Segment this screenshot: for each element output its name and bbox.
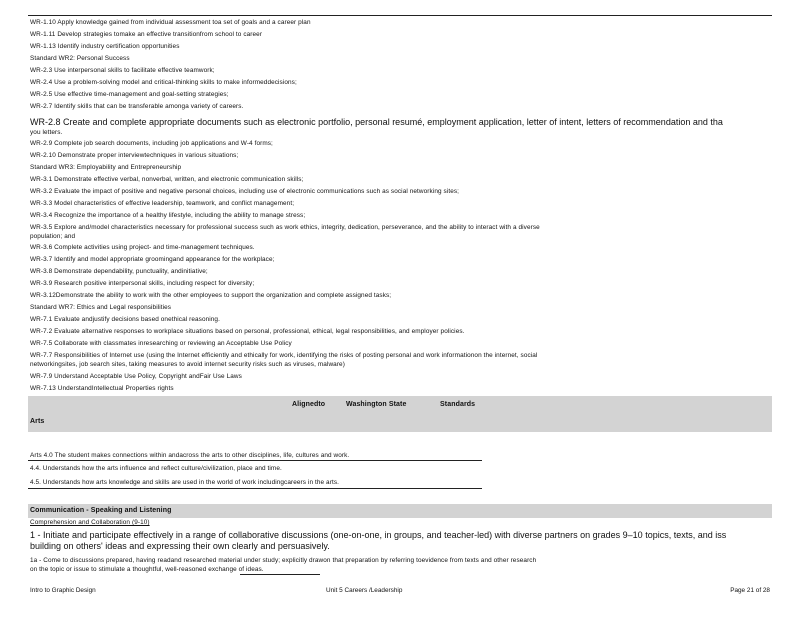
- arts-rule: [28, 488, 482, 489]
- wr-line: WR-2.7 Identify skills that can be transferable amonga variety of careers.: [30, 103, 244, 110]
- wr-line: WR-7.5 Collaborate with classmates inresearching or reviewing an Acceptable Use Policy: [30, 340, 292, 347]
- arts-line: 4.5. Understands how arts knowledge and skills are used in the world of work includingcareers in the arts.: [30, 479, 339, 486]
- wr-line: WR-1.11 Develop strategies tomake an effective transitionfrom school to career: [30, 31, 263, 38]
- wr-line: WR-3.7 Identify and model appropriate groomingand appearance for the workplace;: [30, 256, 275, 263]
- wr-line: WR-7.9 Understand Acceptable Use Policy, Copyright andFair Use Laws: [30, 373, 242, 380]
- wr-line: WR-3.5 Explore and/model characteristics necessary for professional success such as work ethics, integrity, dedication, perseverance, and the ability to interact with a diverse: [30, 224, 540, 231]
- wr-line: WR-3.4 Recognize the importance of a healthy lifestyle, including the ability to manage stress;: [30, 212, 306, 219]
- wr-line: WR-3.9 Research positive interpersonal skills, including respect for diversity;: [30, 280, 255, 287]
- standard-1a-line: 1a - Come to discussions prepared, having readand researched material under study; explicitly drawon that preparation by referring toevidence from texts and other research: [30, 557, 537, 564]
- wr-line: WR-1.10 Apply knowledge gained from individual assessment toa set of goals and a career plan: [30, 19, 311, 26]
- wr-line: WR-2.10 Demonstrate proper interviewtechniques in various situations;: [30, 152, 239, 159]
- aligned-label: Alignedto: [292, 401, 326, 408]
- standard-1a-line-2: on the topic or issue to stimulate a thoughtful, well-reasoned exchange of ideas.: [30, 566, 264, 573]
- wr-line: WR-2.3 Use interpersonal skills to facilitate effective teamwork;: [30, 67, 215, 74]
- communication-heading: Communication - Speaking and Listening: [30, 507, 172, 514]
- wr-line: WR-3.1 Demonstrate effective verbal, nonverbal, written, and electronic communication skills;: [30, 176, 304, 183]
- footer-unit: Unit 5 Careers /Leadership: [326, 587, 403, 594]
- standard-heading: Standard WR3: Employability and Entrepreneurship: [30, 164, 182, 171]
- arts-underline: [28, 460, 482, 461]
- standard-heading: Standard WR7: Ethics and Legal responsibilities: [30, 304, 172, 311]
- standard-1-line: 1 - Initiate and participate effectively in a range of collaborative discussions (one-on-one, in groups, and teacher-led) with diverse partners on grades 9–10 topics, texts, and iss: [30, 530, 727, 540]
- comprehension-subheading: Comprehension and Collaboration (9-10): [30, 519, 150, 526]
- wr-line-continuation: networkingsites, job search sites, taking measures to avoid internet security risks such as viruses, malware): [30, 361, 345, 368]
- wr-line: WR-3.2 Evaluate the impact of positive and negative personal choices, including use of electronic communications such as social networking sites;: [30, 188, 460, 195]
- footer-course: Intro to Graphic Design: [30, 587, 96, 594]
- arts-heading: Arts: [30, 418, 45, 425]
- footer-page-number: Page 21 of 28: [730, 587, 770, 594]
- wr-line: WR-7.1 Evaluate andjustify decisions based onethical reasoning.: [30, 316, 220, 323]
- wr-line: WR-3.3 Model characteristics of effective leadership, teamwork, and conflict management;: [30, 200, 295, 207]
- wr-line: WR-7.7 Responsibilities of Internet use (using the Internet efficiently and ethically for work, identifying the risks of posting personal and work informationon the internet, social: [30, 352, 538, 359]
- standard-1-line-2: building on others' ideas and expressing their own clearly and persuasively.: [30, 541, 330, 551]
- state-label: Washington State: [346, 401, 407, 408]
- arts-line: Arts 4.0 The student makes connections within andacross the arts to other disciplines, life, cultures and work.: [30, 452, 350, 459]
- wr-line: WR-1.13 Identify industry certification opportunities: [30, 43, 180, 50]
- wr-line-continuation: population; and: [30, 233, 76, 240]
- arts-line: 4.4. Understands how the arts influence and reflect culture/civilization, place and time.: [30, 465, 282, 472]
- standards-label: Standards: [440, 401, 476, 408]
- wr-2-8-continuation: you letters.: [30, 129, 63, 136]
- wr-line: WR-2.5 Use effective time-management and goal-setting strategies;: [30, 91, 229, 98]
- wr-line: WR-2.9 Complete job search documents, including job applications and W-4 forms;: [30, 140, 273, 147]
- wr-line: WR-3.8 Demonstrate dependability, punctuality, andinitiative;: [30, 268, 208, 275]
- wr-line: WR-2.4 Use a problem-solving model and critical-thinking skills to make informeddecisions;: [30, 79, 297, 86]
- wr-line: WR-7.13 UnderstandIntellectual Properties rights: [30, 385, 174, 392]
- wr-line: WR-3.6 Complete activities using project- and time-management techniques.: [30, 244, 255, 251]
- short-rule: [240, 574, 320, 575]
- wr-line: WR-7.2 Evaluate alternative responses to workplace situations based on personal, professional, ethical, legal responsibilities, and employer policies.: [30, 328, 465, 335]
- aligned-heading: [0, 400, 800, 410]
- top-rule: [28, 15, 772, 16]
- wr-2-8-line: WR-2.8 Create and complete appropriate documents such as electronic portfolio, personal resumé, employment application, letter of intent, letters of recommendation and tha: [30, 117, 723, 127]
- standard-heading: Standard WR2: Personal Success: [30, 55, 130, 62]
- wr-line: WR-3.12Demonstrate the ability to work with the other employees to support the organization and complete assigned tasks;: [30, 292, 392, 299]
